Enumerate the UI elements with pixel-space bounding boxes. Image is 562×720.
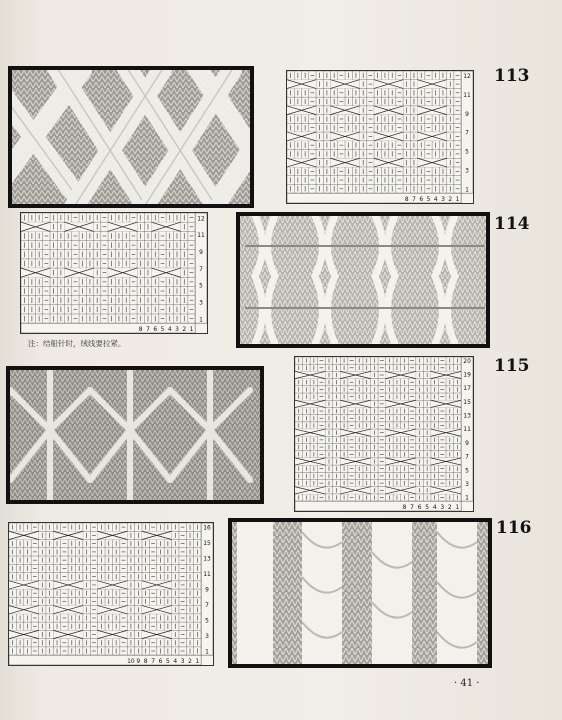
column-number: 7	[146, 326, 150, 333]
chart-113-grid	[287, 71, 473, 203]
column-number: 6	[417, 504, 422, 511]
column-number: 5	[426, 196, 431, 203]
column-number: 5	[160, 326, 165, 333]
row-number: 7	[205, 603, 209, 610]
row-number: 9	[465, 440, 469, 447]
column-number: 8	[404, 196, 409, 203]
column-number: 1	[455, 504, 460, 511]
row-number: 13	[203, 556, 211, 563]
knit-photo-115	[6, 366, 264, 504]
column-number: 2	[447, 504, 452, 511]
chart-113	[286, 70, 474, 204]
row-number: 15	[463, 399, 471, 406]
knit-photo-116	[228, 518, 492, 668]
row-number: 1	[205, 649, 209, 656]
row-number: 3	[199, 300, 203, 307]
chart-115	[294, 356, 474, 512]
row-number: 5	[205, 618, 209, 625]
chart-114-grid	[21, 213, 207, 333]
row-number: 5	[465, 149, 469, 156]
column-number: 10	[127, 658, 135, 665]
chart-116	[8, 522, 214, 666]
chart-114	[20, 212, 208, 334]
row-number: 16	[203, 525, 211, 532]
column-number: 5	[165, 658, 170, 665]
row-number: 9	[199, 250, 203, 256]
column-number: 6	[419, 196, 424, 203]
row-number: 19	[463, 372, 471, 379]
column-number: 8	[402, 504, 407, 511]
column-number: 6	[153, 326, 158, 333]
row-number: 9	[465, 111, 469, 118]
column-number: 8	[143, 658, 148, 665]
pattern-number-116: 116	[496, 518, 532, 538]
row-number: 5	[465, 468, 469, 475]
column-number: 1	[455, 196, 460, 203]
column-number: 7	[151, 658, 155, 665]
row-number: 13	[463, 413, 471, 420]
column-number: 9	[136, 658, 141, 665]
row-number: 1	[465, 495, 469, 502]
pattern-number-114: 114	[494, 214, 530, 234]
row-number: 11	[463, 92, 471, 99]
row-number: 17	[463, 386, 471, 393]
column-number: 1	[195, 658, 200, 665]
column-number: 2	[448, 196, 453, 203]
row-number: 15	[203, 541, 211, 548]
column-number: 8	[138, 326, 143, 333]
row-number: 12	[463, 73, 471, 80]
column-number: 5	[425, 504, 430, 511]
column-number: 7	[412, 196, 416, 203]
chart-116-grid	[9, 523, 213, 665]
column-number: 4	[433, 196, 438, 203]
row-number: 9	[205, 587, 209, 594]
row-number: 5	[199, 283, 203, 290]
column-number: 7	[410, 504, 414, 511]
row-number: 1	[465, 187, 469, 194]
row-number: 3	[465, 168, 469, 175]
column-number: 3	[441, 196, 445, 203]
column-number: 2	[182, 326, 187, 333]
knit-photo-113	[8, 66, 254, 208]
column-number: 1	[189, 326, 194, 333]
row-number: 7	[465, 454, 469, 461]
row-number: 20	[463, 358, 471, 365]
pattern-number-115: 115	[494, 356, 530, 376]
column-number: 6	[158, 658, 163, 665]
row-number: 11	[197, 233, 205, 240]
column-number: 3	[180, 658, 185, 665]
chart-note: 注：结船针时，绒线要拉紧。	[28, 339, 126, 348]
row-number: 11	[203, 572, 211, 579]
row-number: 3	[205, 634, 209, 640]
column-number: 4	[167, 326, 172, 333]
page-number: · 41 ·	[454, 678, 480, 689]
row-number: 1	[199, 317, 203, 324]
row-number: 7	[199, 266, 203, 273]
row-number: 12	[197, 216, 205, 223]
row-number: 7	[465, 130, 469, 137]
column-number: 4	[432, 504, 437, 511]
pattern-number-113: 113	[494, 66, 530, 86]
knit-photo-114	[236, 212, 490, 348]
chart-115-grid	[295, 357, 473, 511]
row-number: 3	[465, 481, 469, 488]
column-number: 2	[188, 658, 192, 665]
column-number: 3	[440, 504, 445, 511]
row-number: 11	[463, 427, 471, 434]
column-number: 3	[175, 326, 179, 333]
column-number: 4	[173, 658, 178, 665]
